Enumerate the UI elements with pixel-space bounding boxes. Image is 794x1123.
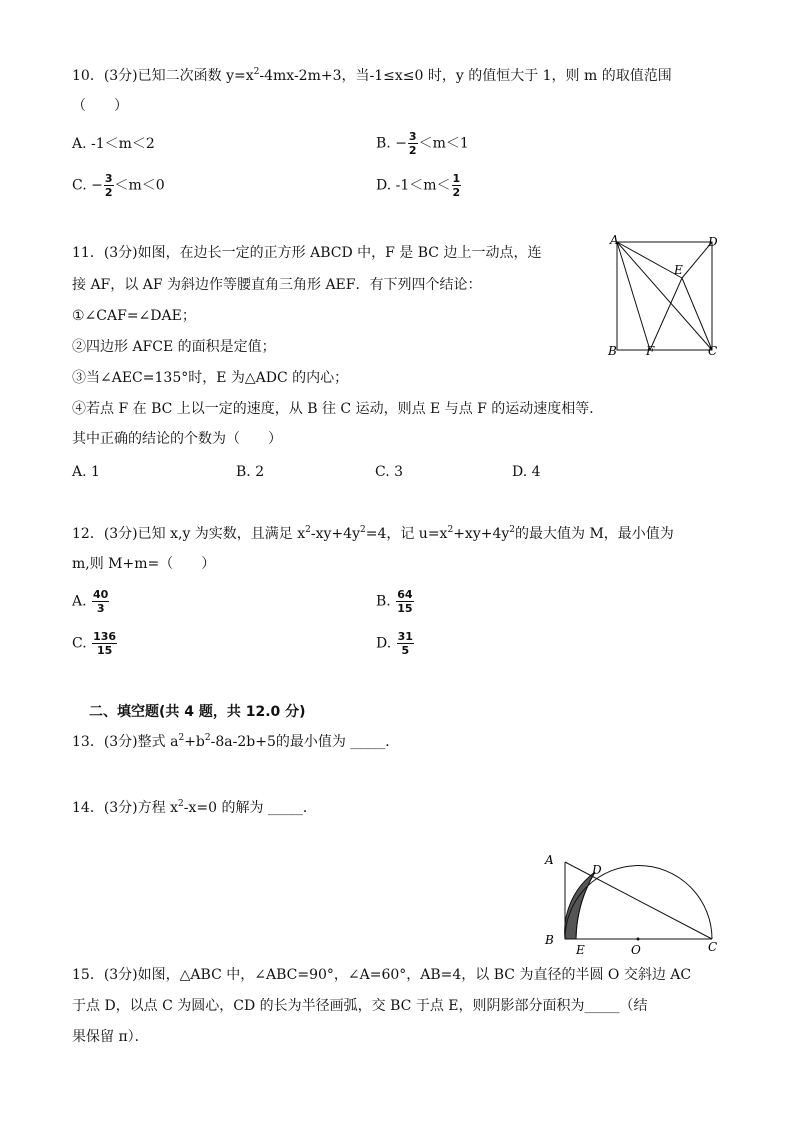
q12-superscript: 2	[359, 525, 366, 535]
fraction	[452, 172, 462, 199]
q11-option-b: B. 2	[236, 464, 265, 480]
q10-option-a: A. -1＜m＜2	[72, 136, 155, 152]
q10-option-b-tail: ＜m＜1	[418, 135, 469, 152]
q12-option-d	[376, 630, 415, 657]
label-f: F	[646, 344, 655, 358]
q11-conclusion-3: ③当∠AEC=135°时，E 为△ADC 的内心；	[72, 370, 349, 386]
q13-stem-part: +b	[184, 734, 205, 750]
q10-option-d	[376, 172, 462, 199]
fraction-numerator: 40	[93, 588, 109, 601]
q14-stem-part: 14．(3分)方程 x	[72, 800, 178, 816]
q11-stem-line2: 接 AF，以 AF 为斜边作等腰直角三角形 AEF．有下列四个结论：	[72, 277, 482, 293]
fraction	[92, 630, 117, 657]
q10-stem-part: -4mx-2m+3，当-1≤x≤0 时，y 的值恒大于 1，则 m 的取值范围	[259, 68, 672, 84]
q10-option-c-label: C. −	[72, 177, 103, 194]
fraction-numerator: 136	[93, 630, 117, 643]
q12-option-a	[72, 588, 110, 615]
q10-option-b	[376, 130, 469, 157]
q13-stem-end: ．	[385, 734, 400, 750]
fraction	[397, 630, 414, 657]
label-d: D	[708, 235, 718, 249]
q12-superscript: 2	[447, 525, 454, 535]
fraction	[396, 588, 413, 615]
q10-option-d-head: D. -1＜m＜	[376, 177, 451, 194]
q13-stem-part: 13．(3分)整式 a	[72, 734, 179, 750]
q11-conclusion-4: ④若点 F 在 BC 上以一定的速度，从 B 往 C 运动，则点 E 与点 F 的运动速度相等．	[72, 401, 604, 417]
q12-stem-part: +xy+4y	[453, 526, 510, 542]
label-b: B	[545, 933, 554, 947]
segment-ec	[682, 278, 712, 350]
label-e: E	[674, 263, 683, 277]
fraction-numerator: 1	[452, 172, 461, 185]
q12-stem-part: -xy+4y	[310, 526, 360, 542]
q11-square-figure	[600, 230, 730, 360]
q14-superscript: 2	[178, 799, 184, 809]
q10-option-c-tail: ＜m＜0	[114, 177, 165, 194]
fraction	[408, 130, 418, 157]
q12-superscript: 2	[509, 525, 516, 535]
q11-option-c: C. 3	[375, 464, 404, 480]
fraction-denominator: 15	[96, 644, 113, 657]
q13-superscript: 2	[204, 733, 211, 743]
label-b: B	[608, 344, 617, 358]
q11-question: 其中正确的结论的个数为（ ）	[72, 431, 282, 447]
fraction-denominator: 15	[397, 602, 413, 615]
fraction-numerator: 31	[397, 630, 413, 643]
q14-stem-end: ．	[302, 800, 317, 816]
fraction-denominator: 2	[452, 186, 461, 199]
segment-fe	[650, 278, 682, 350]
q10-option-b-label: B. −	[376, 135, 407, 152]
q12-option-a-label: A.	[72, 593, 87, 610]
q14-answer-blank: _____	[267, 800, 303, 816]
q13-answer-blank: _____	[350, 734, 386, 750]
label-o: O	[631, 943, 641, 957]
label-d: D	[592, 863, 602, 877]
q12-option-d-label: D.	[376, 635, 392, 652]
q11-conclusion-2: ②四边形 AFCE 的面积是定值；	[72, 339, 276, 355]
fraction	[104, 172, 114, 199]
q10-answer-blank: （ ）	[72, 98, 128, 114]
q10-option-c	[72, 172, 165, 199]
q14-stem	[72, 798, 317, 818]
label-a: A	[545, 853, 554, 867]
q11-stem-line1: 11．(3分)如图，在边长一定的正方形 ABCD 中，F 是 BC 边上一动点，连	[72, 245, 542, 261]
fraction-numerator: 64	[397, 588, 413, 601]
q10-stem-part: 10．(3分)已知二次函数 y=x	[72, 68, 254, 84]
q15-stem-line1: 15．(3分)如图，△ABC 中，∠ABC=90°，∠A=60°，AB=4，以 BC 为直径的半圆 O 交斜边 AC	[72, 967, 692, 983]
label-a: A	[610, 233, 619, 247]
q13-stem	[72, 732, 399, 752]
q12-option-b	[376, 588, 415, 615]
hypotenuse-ac	[565, 862, 712, 939]
q11-conclusion-1: ①∠CAF=∠DAE；	[72, 308, 196, 324]
q15-stem-line2: 于点 D，以点 C 为圆心，CD 的长为半径画弧，交 BC 于点 E，则阴影部分面积为_____（结	[72, 998, 648, 1014]
q12-superscript: 2	[305, 525, 311, 535]
label-c: C	[708, 344, 718, 358]
q15-stem-line3: 果保留 π）．	[72, 1029, 149, 1045]
label-e: E	[576, 943, 585, 957]
q13-stem-part: -8a-2b+5的最小值为	[210, 734, 351, 750]
q14-stem-part: -x=0 的解为	[183, 800, 268, 816]
q12-stem-line2: m,则 M+m=（ ）	[72, 556, 216, 572]
diagonal-ac	[617, 242, 712, 350]
q12-stem-line1	[72, 524, 674, 544]
q12-stem-part: =4，记 u=x	[365, 526, 448, 542]
fraction-denominator: 5	[401, 644, 410, 657]
q11-option-d: D. 4	[512, 464, 541, 480]
fraction-denominator: 3	[96, 602, 105, 615]
q12-option-b-label: B.	[376, 593, 391, 610]
fraction-denominator: 2	[408, 144, 417, 157]
q12-stem-part: 的最大值为 M，最小值为	[515, 526, 674, 542]
q12-option-c-label: C.	[72, 635, 87, 652]
q12-stem-part: 12．(3分)已知 x,y 为实数，且满足 x	[72, 526, 306, 542]
fraction-numerator: 3	[104, 172, 113, 185]
q12-option-c	[72, 630, 118, 657]
q10-superscript: 2	[253, 67, 260, 77]
q15-semicircle-figure	[536, 848, 726, 960]
fraction	[92, 588, 109, 615]
q10-stem	[72, 66, 672, 86]
section-title: 二、填空题(共 4 题，共 12.0 分)	[89, 704, 306, 720]
shaded-region	[565, 872, 595, 939]
q11-option-a: A. 1	[72, 464, 100, 480]
label-c: C	[708, 940, 718, 954]
center-point-o	[637, 938, 640, 941]
fraction-numerator: 3	[408, 130, 417, 143]
segment-af	[617, 242, 650, 350]
q13-superscript: 2	[178, 733, 185, 743]
fraction-denominator: 2	[104, 186, 113, 199]
